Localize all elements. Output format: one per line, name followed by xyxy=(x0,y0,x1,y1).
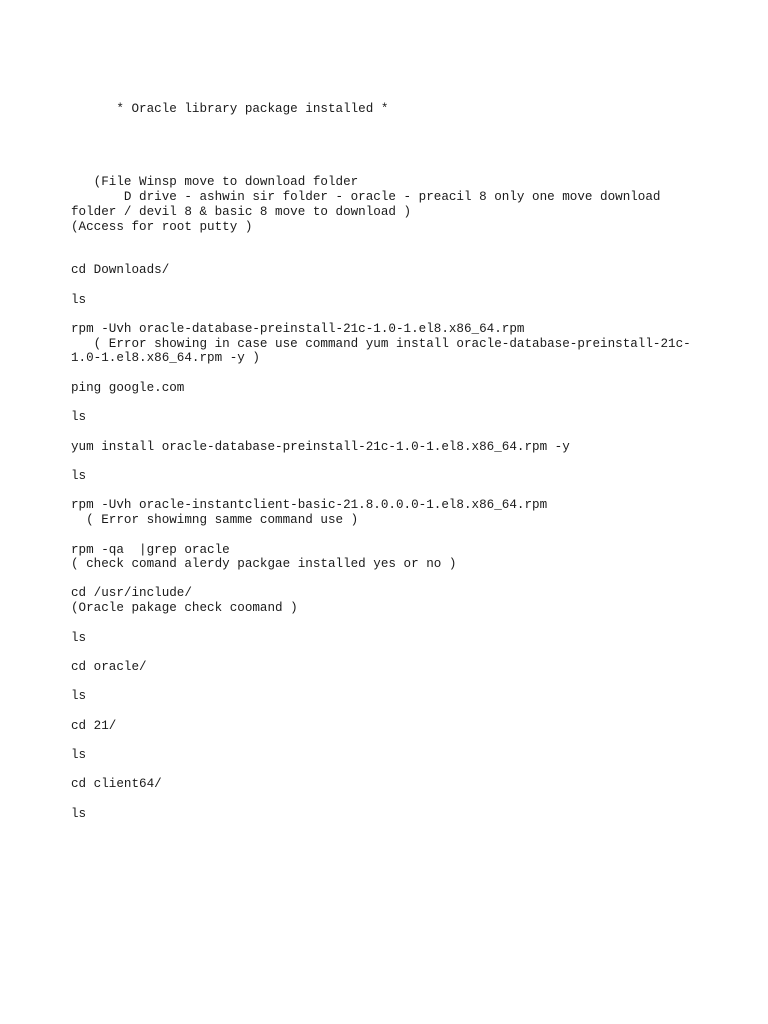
command-line: yum install oracle-database-preinstall-21c-1.0-1.el8.x86_64.rpm -y xyxy=(71,440,570,454)
command-line: ls xyxy=(71,807,87,821)
note-line: folder / devil 8 & basic 8 move to download ) xyxy=(71,205,412,219)
command-line: cd client64/ xyxy=(71,777,162,791)
command-note-line: (Oracle pakage check coomand ) xyxy=(71,601,298,615)
command-note-line: 1.0-1.el8.x86_64.rpm -y ) xyxy=(71,351,260,365)
command-line: ls xyxy=(71,689,87,703)
note-line: (File Winsp move to download folder xyxy=(71,175,359,189)
command-line: ping google.com xyxy=(71,381,185,395)
command-note-line: ( Error showimng samme command use ) xyxy=(71,513,359,527)
command-line: cd oracle/ xyxy=(71,660,147,674)
document-heading: * Oracle library package installed * xyxy=(71,102,389,116)
command-line: cd Downloads/ xyxy=(71,263,170,277)
command-line: ls xyxy=(71,469,87,483)
command-line: rpm -Uvh oracle-instantclient-basic-21.8.0.0.0-1.el8.x86_64.rpm xyxy=(71,498,548,512)
command-line: ls xyxy=(71,410,87,424)
command-note-line: ( Error showing in case use command yum install oracle-database-preinstall-21c- xyxy=(71,337,691,351)
note-line: D drive - ashwin sir folder - oracle - preacil 8 only one move download xyxy=(71,190,661,204)
command-line: ls xyxy=(71,631,87,645)
command-note-line: ( check comand alerdy packgae installed yes or no ) xyxy=(71,557,457,571)
command-line: cd 21/ xyxy=(71,719,117,733)
command-line: rpm -Uvh oracle-database-preinstall-21c-1.0-1.el8.x86_64.rpm xyxy=(71,322,525,336)
command-line: ls xyxy=(71,293,87,307)
command-line: ls xyxy=(71,748,87,762)
command-line: cd /usr/include/ xyxy=(71,586,192,600)
note-line: (Access for root putty ) xyxy=(71,220,253,234)
command-line: rpm -qa |grep oracle xyxy=(71,543,230,557)
